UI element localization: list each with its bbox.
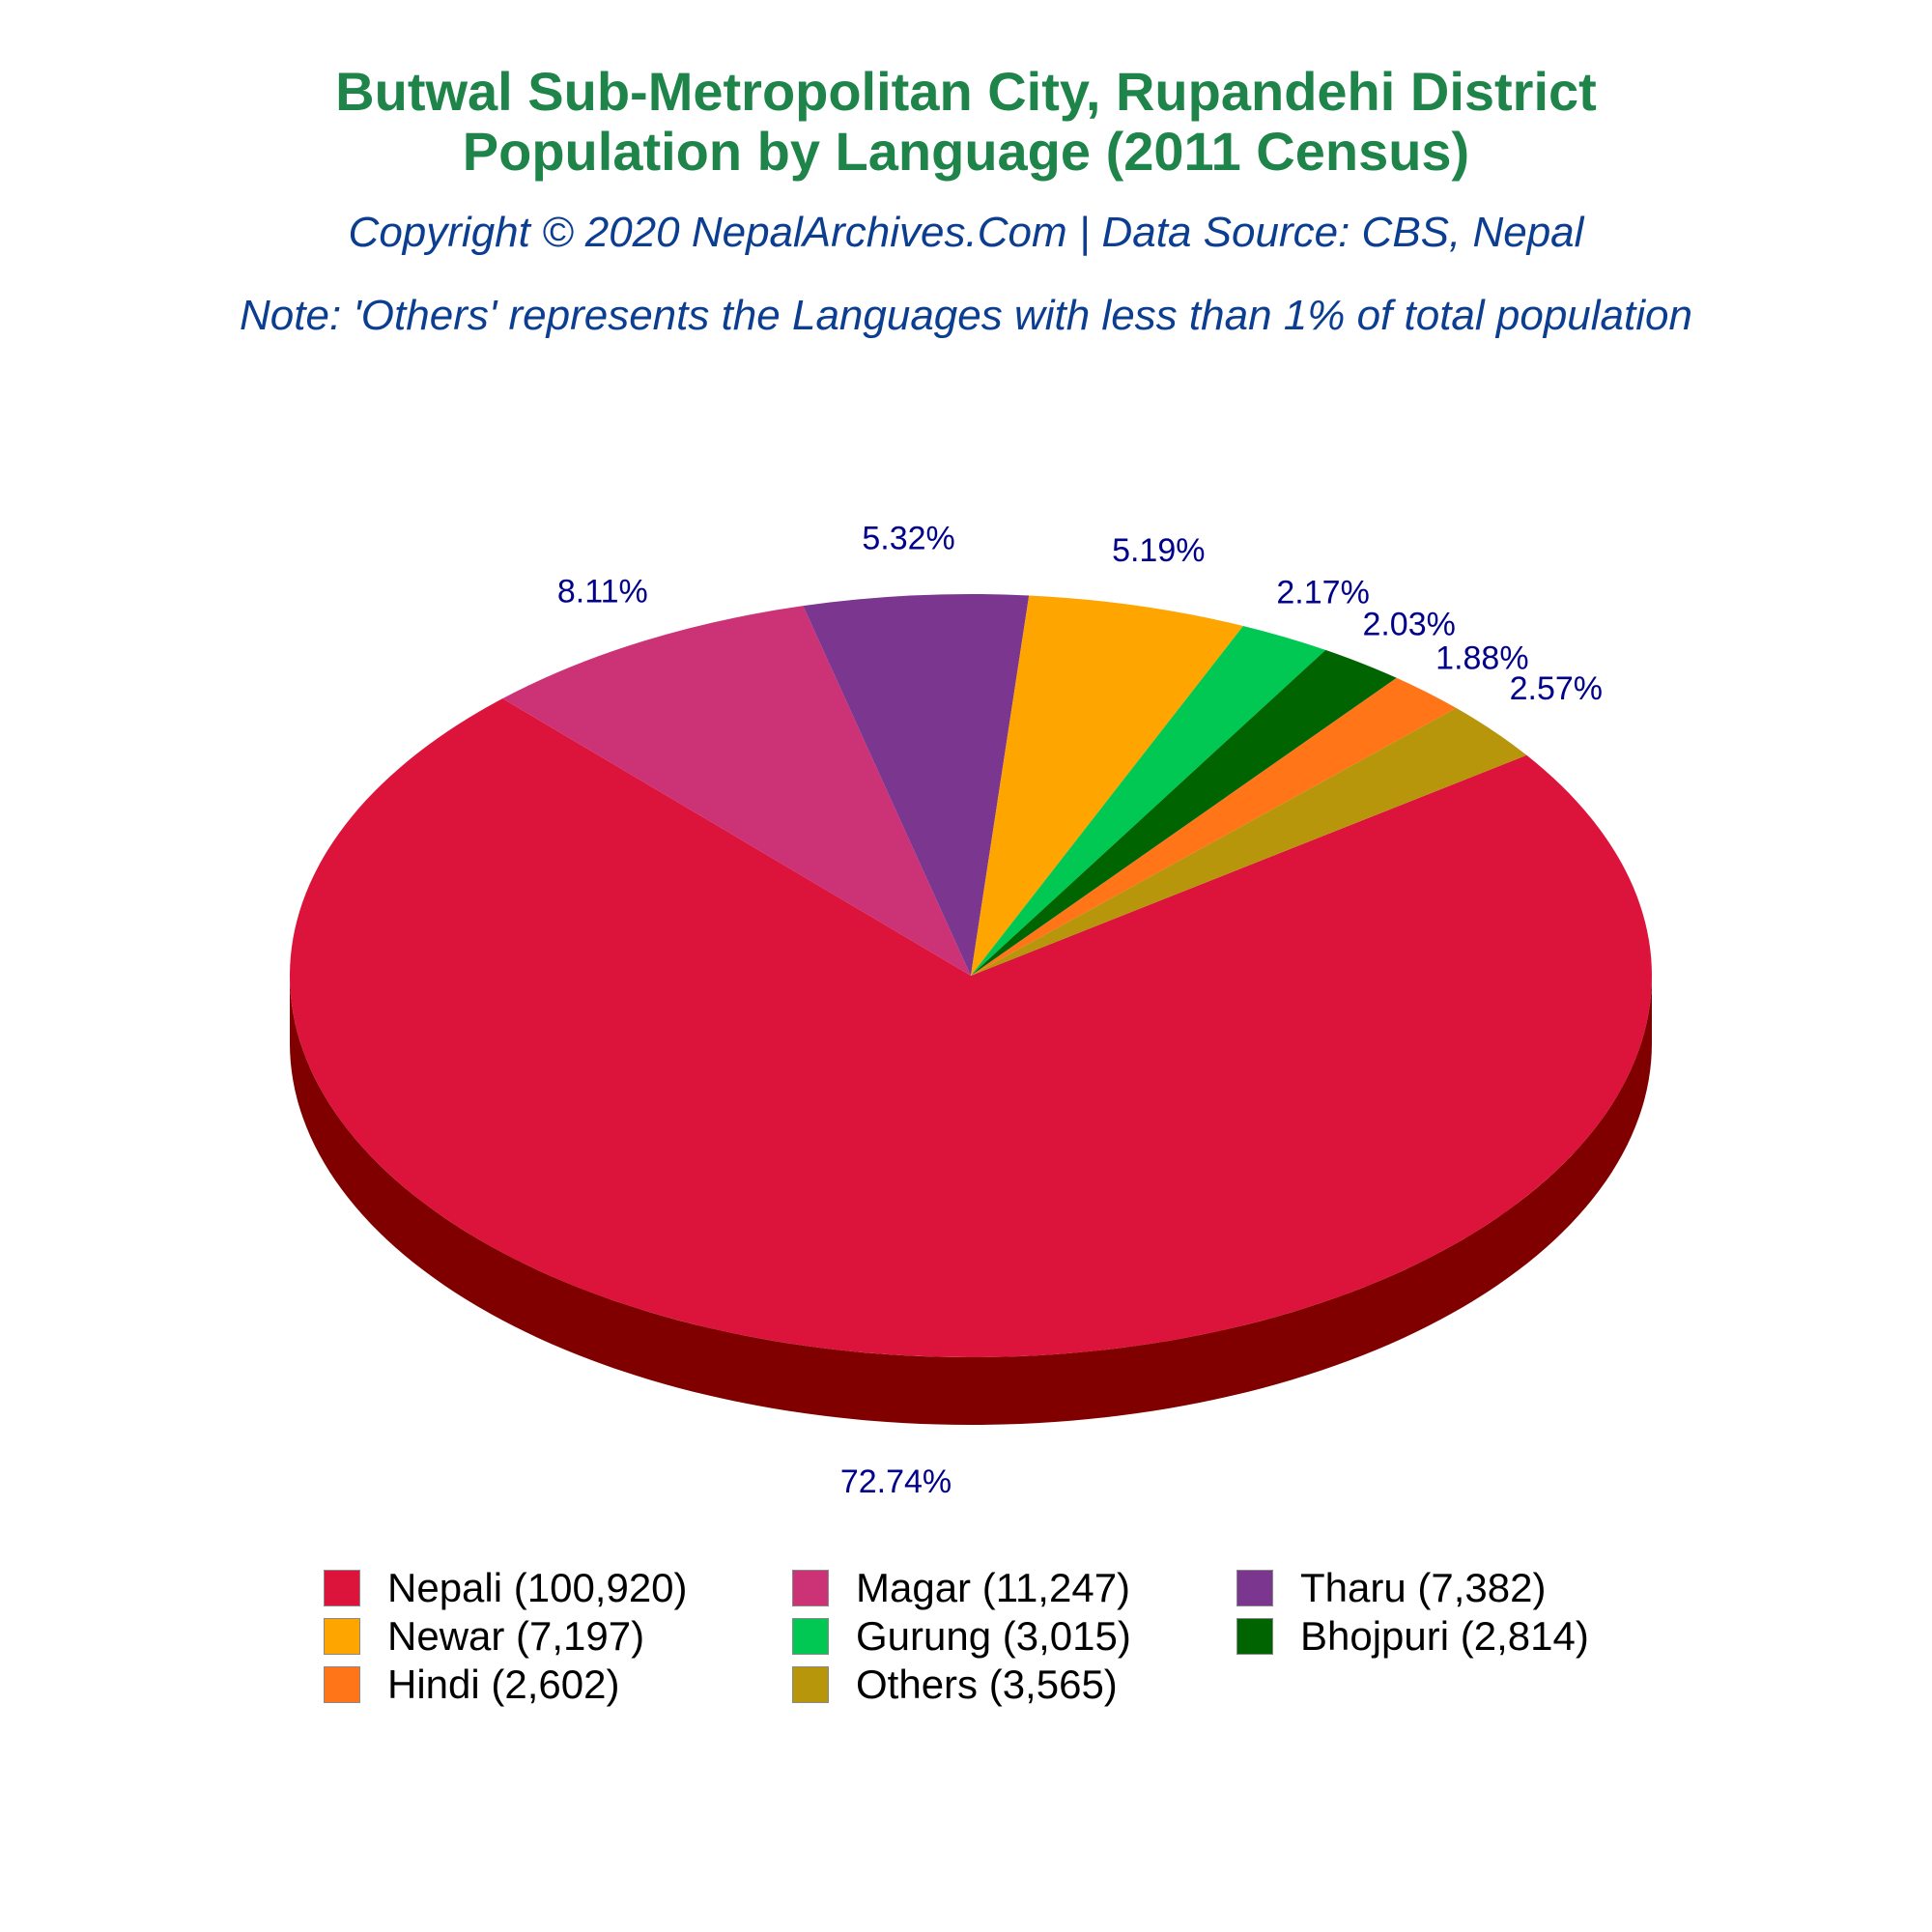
pct-label-nepali: 72.74%: [839, 1463, 952, 1500]
copyright-subtitle: Copyright © 2020 NepalArchives.Com | Data Source: CBS, Nepal: [348, 209, 1584, 256]
legend-label: Tharu (7,382): [1300, 1565, 1547, 1610]
chart-title-line2: Population by Language (2011 Census): [462, 121, 1470, 182]
legend-label: Gurung (3,015): [856, 1613, 1131, 1659]
legend-swatch: [324, 1618, 360, 1655]
legend-swatch: [324, 1666, 360, 1703]
legend-item-gurung: [792, 1613, 1131, 1660]
legend-label: Hindi (2,602): [387, 1662, 620, 1707]
legend-swatch: [1236, 1570, 1273, 1606]
legend-item-bhojpuri: [1236, 1613, 1589, 1660]
legend-label: Newar (7,197): [387, 1613, 645, 1659]
legend-label: Others (3,565): [856, 1662, 1118, 1707]
legend-swatch: [792, 1666, 829, 1703]
legend-item-magar: [792, 1565, 1130, 1611]
legend-swatch: [792, 1570, 829, 1606]
legend-item-tharu: [1236, 1565, 1546, 1611]
pct-label-others: 2.57%: [1509, 669, 1604, 707]
pct-label-tharu: 5.32%: [862, 520, 955, 557]
legend-swatch: [792, 1618, 829, 1655]
pct-label-gurung: 2.17%: [1276, 574, 1370, 611]
legend-swatch: [324, 1570, 360, 1606]
legend-item-newar: [324, 1613, 644, 1660]
pct-label-magar: 8.11%: [556, 573, 648, 611]
legend-item-hindi: [324, 1662, 619, 1708]
chart-note: Note: 'Others' represents the Languages with less than 1% of total population: [240, 292, 1692, 339]
legend-label: Bhojpuri (2,814): [1300, 1613, 1589, 1659]
legend-label: Magar (11,247): [856, 1565, 1131, 1610]
pct-label-newar: 5.19%: [1112, 531, 1206, 569]
legend-item-others: [792, 1662, 1118, 1708]
pct-label-hindi: 1.88%: [1435, 639, 1529, 677]
legend-label: Nepali (100,920): [387, 1565, 688, 1610]
legend-item-nepali: [324, 1565, 688, 1611]
legend-swatch: [1236, 1618, 1273, 1655]
chart-title-line1: Butwal Sub-Metropolitan City, Rupandehi District: [335, 61, 1597, 122]
pct-label-bhojpuri: 2.03%: [1362, 606, 1456, 643]
pie-slices: [290, 594, 1652, 1357]
